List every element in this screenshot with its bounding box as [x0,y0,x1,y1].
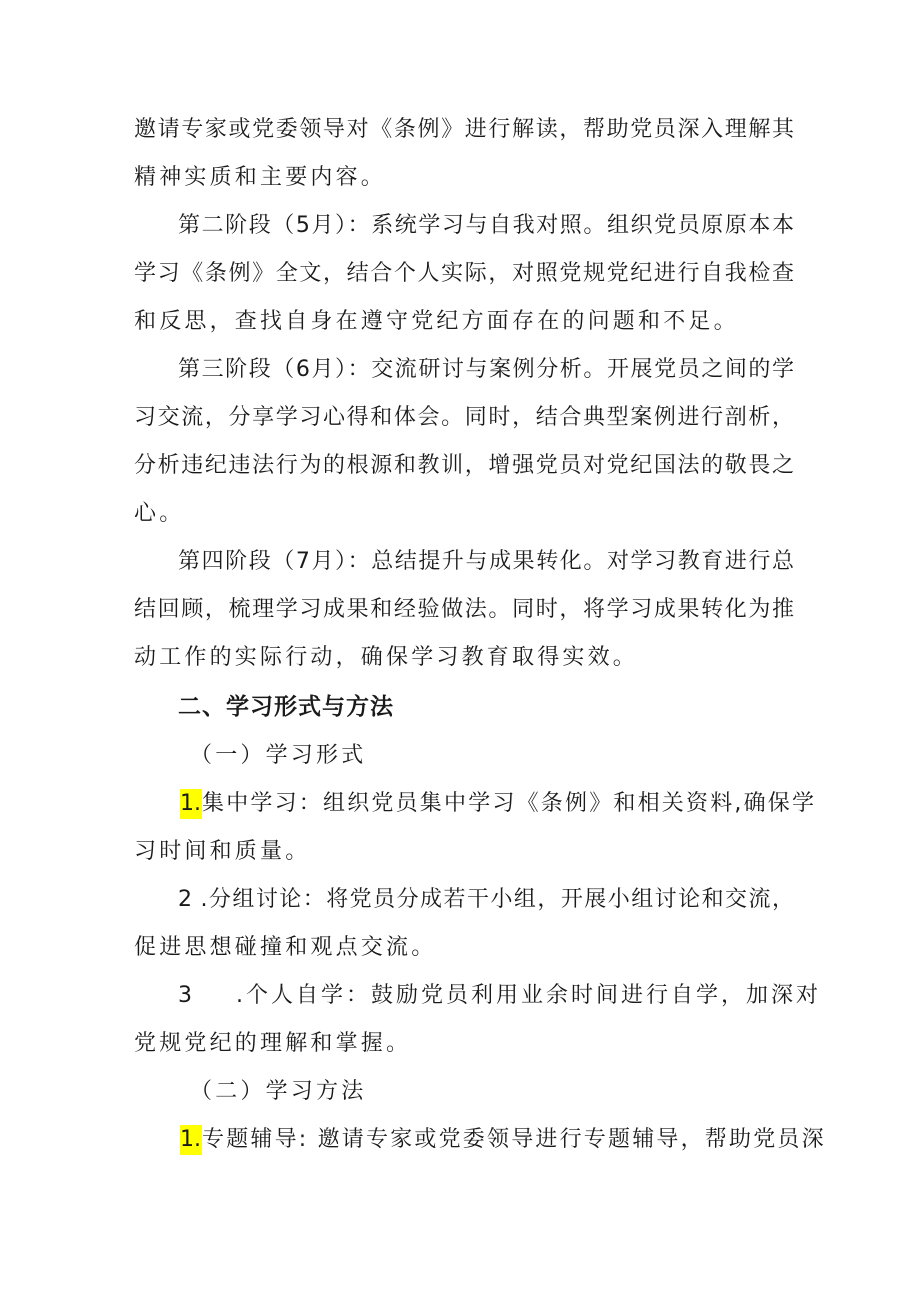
paragraph-line: 第二阶段（5月）：系统学习与自我对照。组织党员原原本本 [178,213,794,238]
paragraph-line: 党规党纪的理解和掌握。 [134,1031,412,1056]
paragraph-line: 习时间和质量。 [134,839,311,864]
paragraph-line: 促进思想碰撞和观点交流。 [134,935,437,960]
list-item-text: 集中学习：组织党员集中学习《条例》和相关资料,确保学 [202,791,817,816]
paragraph-line: 和反思，查找自身在遵守党纪方面存在的问题和不足。 [134,309,739,334]
list-item [180,789,817,819]
list-item-text: .个人自学：鼓励党员利用业余时间进行自学，加深对 [236,983,821,1008]
paragraph-line: 学习《条例》全文，结合个人实际，对照党规党纪进行自我检查 [134,261,794,286]
list-number: 3 [178,983,192,1008]
paragraph-line: 第三阶段（6月）：交流研讨与案例分析。开展党员之间的学 [178,357,794,382]
paragraph-line: 邀请专家或党委领导对《条例》进行解读，帮助党员深入理解其 [134,117,794,142]
paragraph-line: 分析违纪违法行为的根源和教训，增强党员对党纪国法的敬畏之 [134,453,794,478]
subsection-heading: （一）学习形式 [190,743,367,768]
paragraph-line: 结回顾，梳理学习成果和经验做法。同时，将学习成果转化为推 [134,597,794,622]
paragraph-line: 习交流，分享学习心得和体会。同时，结合典型案例进行剖析， [134,405,794,430]
subsection-heading: （二）学习方法 [190,1079,367,1104]
highlighted-number: 1. [180,789,202,819]
list-item [178,981,821,1011]
paragraph-line: 动工作的实际行动，确保学习教育取得实效。 [134,645,639,670]
highlighted-number: 1. [180,1125,202,1155]
list-item-text: 专题辅导: 邀请专家或党委领导进行专题辅导，帮助党员深 [202,1127,826,1152]
paragraph-line: 心。 [134,501,185,526]
section-heading: 二、学习形式与方法 [178,694,394,720]
paragraph-line: 第四阶段（7月）：总结提升与成果转化。对学习教育进行总 [178,549,794,574]
paragraph-line: 精神实质和主要内容。 [134,165,387,190]
list-item [180,1125,826,1155]
list-item: 2 .分组讨论：将党员分成若干小组，开展小组讨论和交流， [178,887,794,912]
